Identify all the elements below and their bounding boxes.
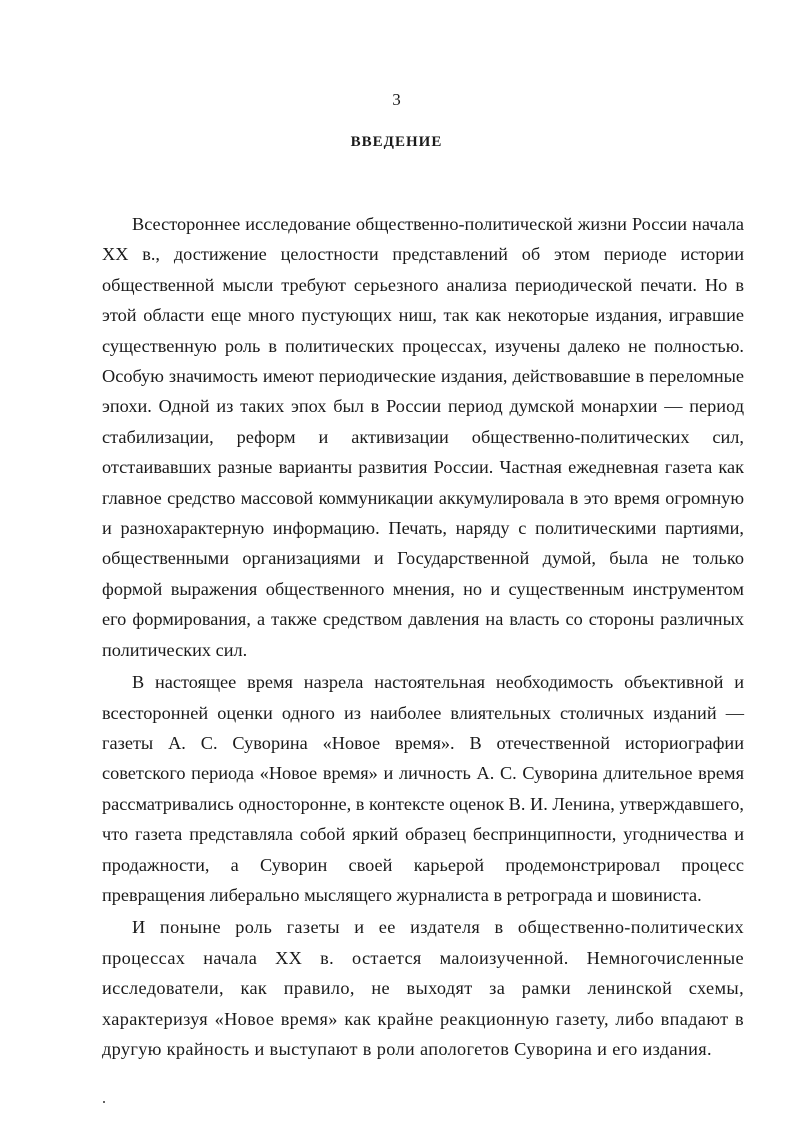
section-heading: ВВЕДЕНИЕ <box>350 134 443 150</box>
body-text <box>102 209 744 1064</box>
paragraph-1: Всестороннее исследование общественно-политической жизни России начала XX в., достижение целостности представлений об этом периоде истории общественной мысли требуют серьезного анализа периодической печати. Но в этой области еще много пустующих ниш, так как некоторые издания, игравшие существенную роль в политических процессах, изучены далеко не полностью. Особую значимость имеют периодические издания, действовавшие в переломные эпохи. Одной из таких эпох был в России период думской монархии — период стабилизации, реформ и активизации общественно-политических сил, отстаивавших разные варианты развития России. Частная ежедневная газета как главное средство массовой коммуникации аккумулировала в это время огромную и разнохарактерную информацию. Печать, наряду с политическими партиями, общественными организациями и Государственной думой, была не только формой выражения общественного мнения, но и существенным инструментом его формирования, а также средством давления на власть со стороны различных политических сил. <box>102 214 744 660</box>
paragraph-3: И поныне роль газеты и ее издателя в общественно-политических процессах начала XX в. остается малоизученной. Немногочисленные исследователи, как правило, не выходят за рамки ленинской схемы, характеризуя «Новое время» как крайне реакционную газету, либо впадают в другую крайность и выступают в роли апологетов Суворина и его издания. <box>102 917 744 1059</box>
paragraph-2: В настоящее время назрела настоятельная необходимость объективной и всесторонней оценки одного из наиболее влиятельных столичных изданий — газеты А. С. Суворина «Новое время». В отечественной историографии советского периода «Новое время» и личность А. С. Суворина длительное время рассматривались односторонне, в контексте оценок В. И. Ленина, утверждавшего, что газета представляла собой яркий образец беспринципности, угодничества и продажности, а Суворин своей карьерой продемонстрировал процесс превращения либерально мыслящего журналиста в ретрограда и шовиниста. <box>102 672 744 905</box>
scan-speck <box>103 1101 105 1103</box>
page-number: 3 <box>392 90 401 109</box>
